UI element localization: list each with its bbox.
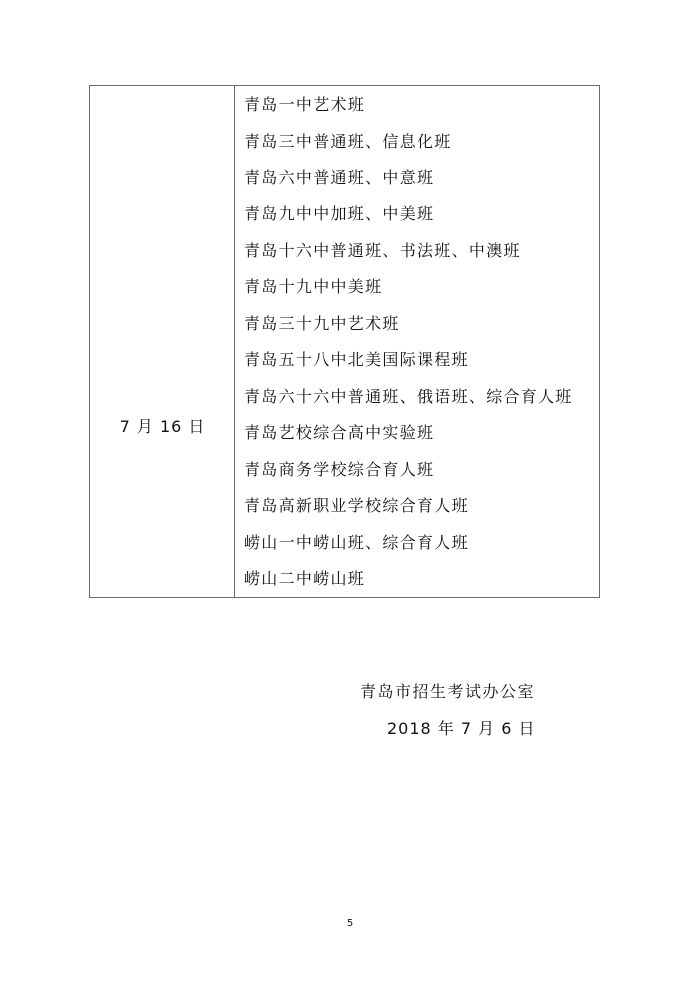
list-item: 青岛十九中中美班 (244, 277, 383, 296)
date-cell (90, 86, 235, 597)
exam-date: 7 月 16 日 (119, 417, 206, 436)
signature-organization: 青岛市招生考试办公室 (360, 682, 536, 701)
list-item: 崂山二中崂山班 (244, 569, 366, 588)
list-item: 青岛艺校综合高中实验班 (244, 423, 435, 442)
list-item: 青岛九中中加班、中美班 (244, 204, 435, 223)
list-item: 青岛五十八中北美国际课程班 (244, 350, 469, 369)
list-item: 青岛商务学校综合育人班 (244, 460, 435, 479)
list-item: 青岛三中普通班、信息化班 (244, 132, 452, 151)
signature-date: 2018 年 7 月 6 日 (387, 719, 536, 738)
list-item: 青岛六十六中普通班、俄语班、综合育人班 (244, 387, 573, 406)
page-number: 5 (346, 918, 354, 929)
list-item: 青岛十六中普通班、书法班、中澳班 (244, 241, 521, 260)
list-item: 崂山一中崂山班、综合育人班 (244, 533, 469, 552)
list-item: 青岛三十九中艺术班 (244, 314, 400, 333)
list-item: 青岛一中艺术班 (244, 95, 366, 114)
list-item: 青岛六中普通班、中意班 (244, 168, 435, 187)
schedule-table (89, 85, 600, 598)
list-item: 青岛高新职业学校综合育人班 (244, 496, 469, 515)
